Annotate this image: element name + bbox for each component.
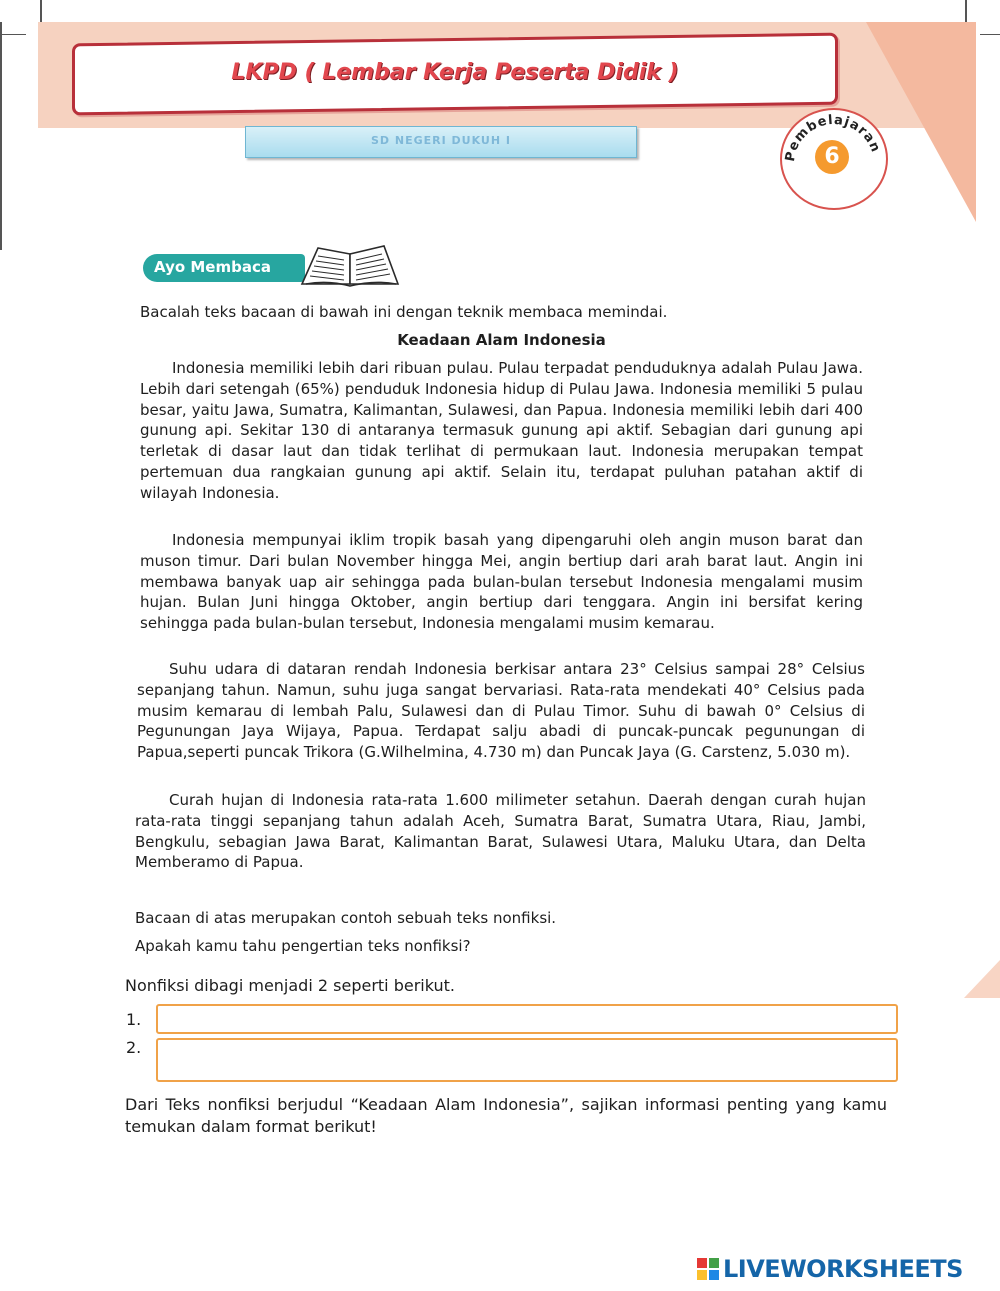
nonfiction-question: Apakah kamu tahu pengertian teks nonfiksi? (135, 937, 471, 955)
question-intro: Nonfiksi dibagi menjadi 2 seperti berikut. (125, 976, 455, 995)
paragraph-3: Suhu udara di dataran rendah Indonesia berkisar antara 23° Celsius sampai 28° Celsius sepanjang tahun. Namun, suhu juga sangat bervariasi. Rata-rata mendekati 40° Celsius pada musim kemarau di lembah Palu, Sulawesi dan di Pulau Timor. Suhu di bawah 0° Celsius di Pegunungan Jaya Wijaya, Papua. Terdapat salju abadi di puncak-puncak pegunungan di Papua,seperti puncak Trikora (G.Wilhelmina, 4.730 m) dan Puncak Jaya (G. Carstenz, 5.030 m). (137, 660, 865, 762)
lesson-number: 6 (815, 140, 849, 174)
answer-number-1: 1. (126, 1010, 142, 1029)
paragraph-4: Curah hujan di Indonesia rata-rata 1.600 milimeter setahun. Daerah dengan curah hujan rata-rata tinggi sepanjang tahun adalah Aceh, Sumatra Barat, Sumatra Utara, Riau, Jambi, Bengkulu, sebagian Jawa Barat, Kalimantan Barat, Sulawesi Utara, Maluku Utara, dan Delta Memberamo di Papua. (135, 791, 866, 872)
answer-input-2[interactable] (156, 1038, 898, 1082)
crop-mark-right-horizontal (980, 34, 1000, 35)
reading-instruction: Bacalah teks bacaan di bawah ini dengan teknik membaca memindai. (140, 303, 668, 321)
answer-number-2: 2. (126, 1038, 142, 1057)
paragraph-1: Indonesia memiliki lebih dari ribuan pulau. Pulau terpadat penduduknya adalah Pulau Jawa. Lebih dari setengah (65%) penduduk Indonesia hidup di Pulau Jawa. Indonesia memiliki 5 pulau besar, yaitu Jawa, Sumatra, Kalimantan, Sulawesi, dan Papua. Indonesia memiliki lebih dari 400 gunung api. Sekitar 130 di antaranya termasuk gunung api aktif. Sebagian dari gunung api terletak di dasar laut dan tidak terlihat di permukaan laut. Indonesia merupakan tempat pertemuan dua rangkaian gunung api aktif. Selain itu, terdapat puluhan patahan aktif di wilayah Indonesia. (140, 359, 863, 502)
page-title: LKPD ( Lembar Kerja Peserta Didik ) (231, 60, 679, 85)
liveworksheets-logo-icon (697, 1258, 719, 1280)
reading-title: Keadaan Alam Indonesia (397, 331, 606, 349)
crop-mark-left-horizontal (0, 34, 26, 35)
liveworksheets-logo-text: LIVEWORKSHEETS (723, 1255, 963, 1283)
answer-input-1[interactable] (156, 1004, 898, 1034)
crop-mark-top-right (965, 0, 967, 22)
crop-mark-top-left (40, 0, 42, 22)
section-label: Ayo Membaca (154, 258, 271, 276)
lesson-badge-label: Pembelajaran (782, 112, 884, 163)
nonfiction-note: Bacaan di atas merupakan contoh sebuah teks nonfiksi. (135, 909, 557, 927)
left-margin-rule (0, 22, 2, 250)
school-name: SD NEGERI DUKUH I (371, 134, 511, 147)
decorative-corner (964, 960, 1000, 998)
open-book-icon (298, 240, 402, 288)
closing-instruction: Dari Teks nonfiksi berjudul “Keadaan Alam Indonesia”, sajikan informasi penting yang kamu temukan dalam format berikut! (125, 1095, 887, 1136)
paragraph-2: Indonesia mempunyai iklim tropik basah yang dipengaruhi oleh angin muson barat dan muson timur. Dari bulan November hingga Mei, angin bertiup dari arah barat laut. Angin ini membawa banyak uap air sehingga pada bulan-bulan tersebut Indonesia mengalami musim hujan. Bulan Juni hingga Oktober, angin bertiup dari tenggara. Angin ini bersifat kering sehingga pada bulan-bulan tersebut, Indonesia mengalami musim kemarau. (140, 531, 863, 633)
